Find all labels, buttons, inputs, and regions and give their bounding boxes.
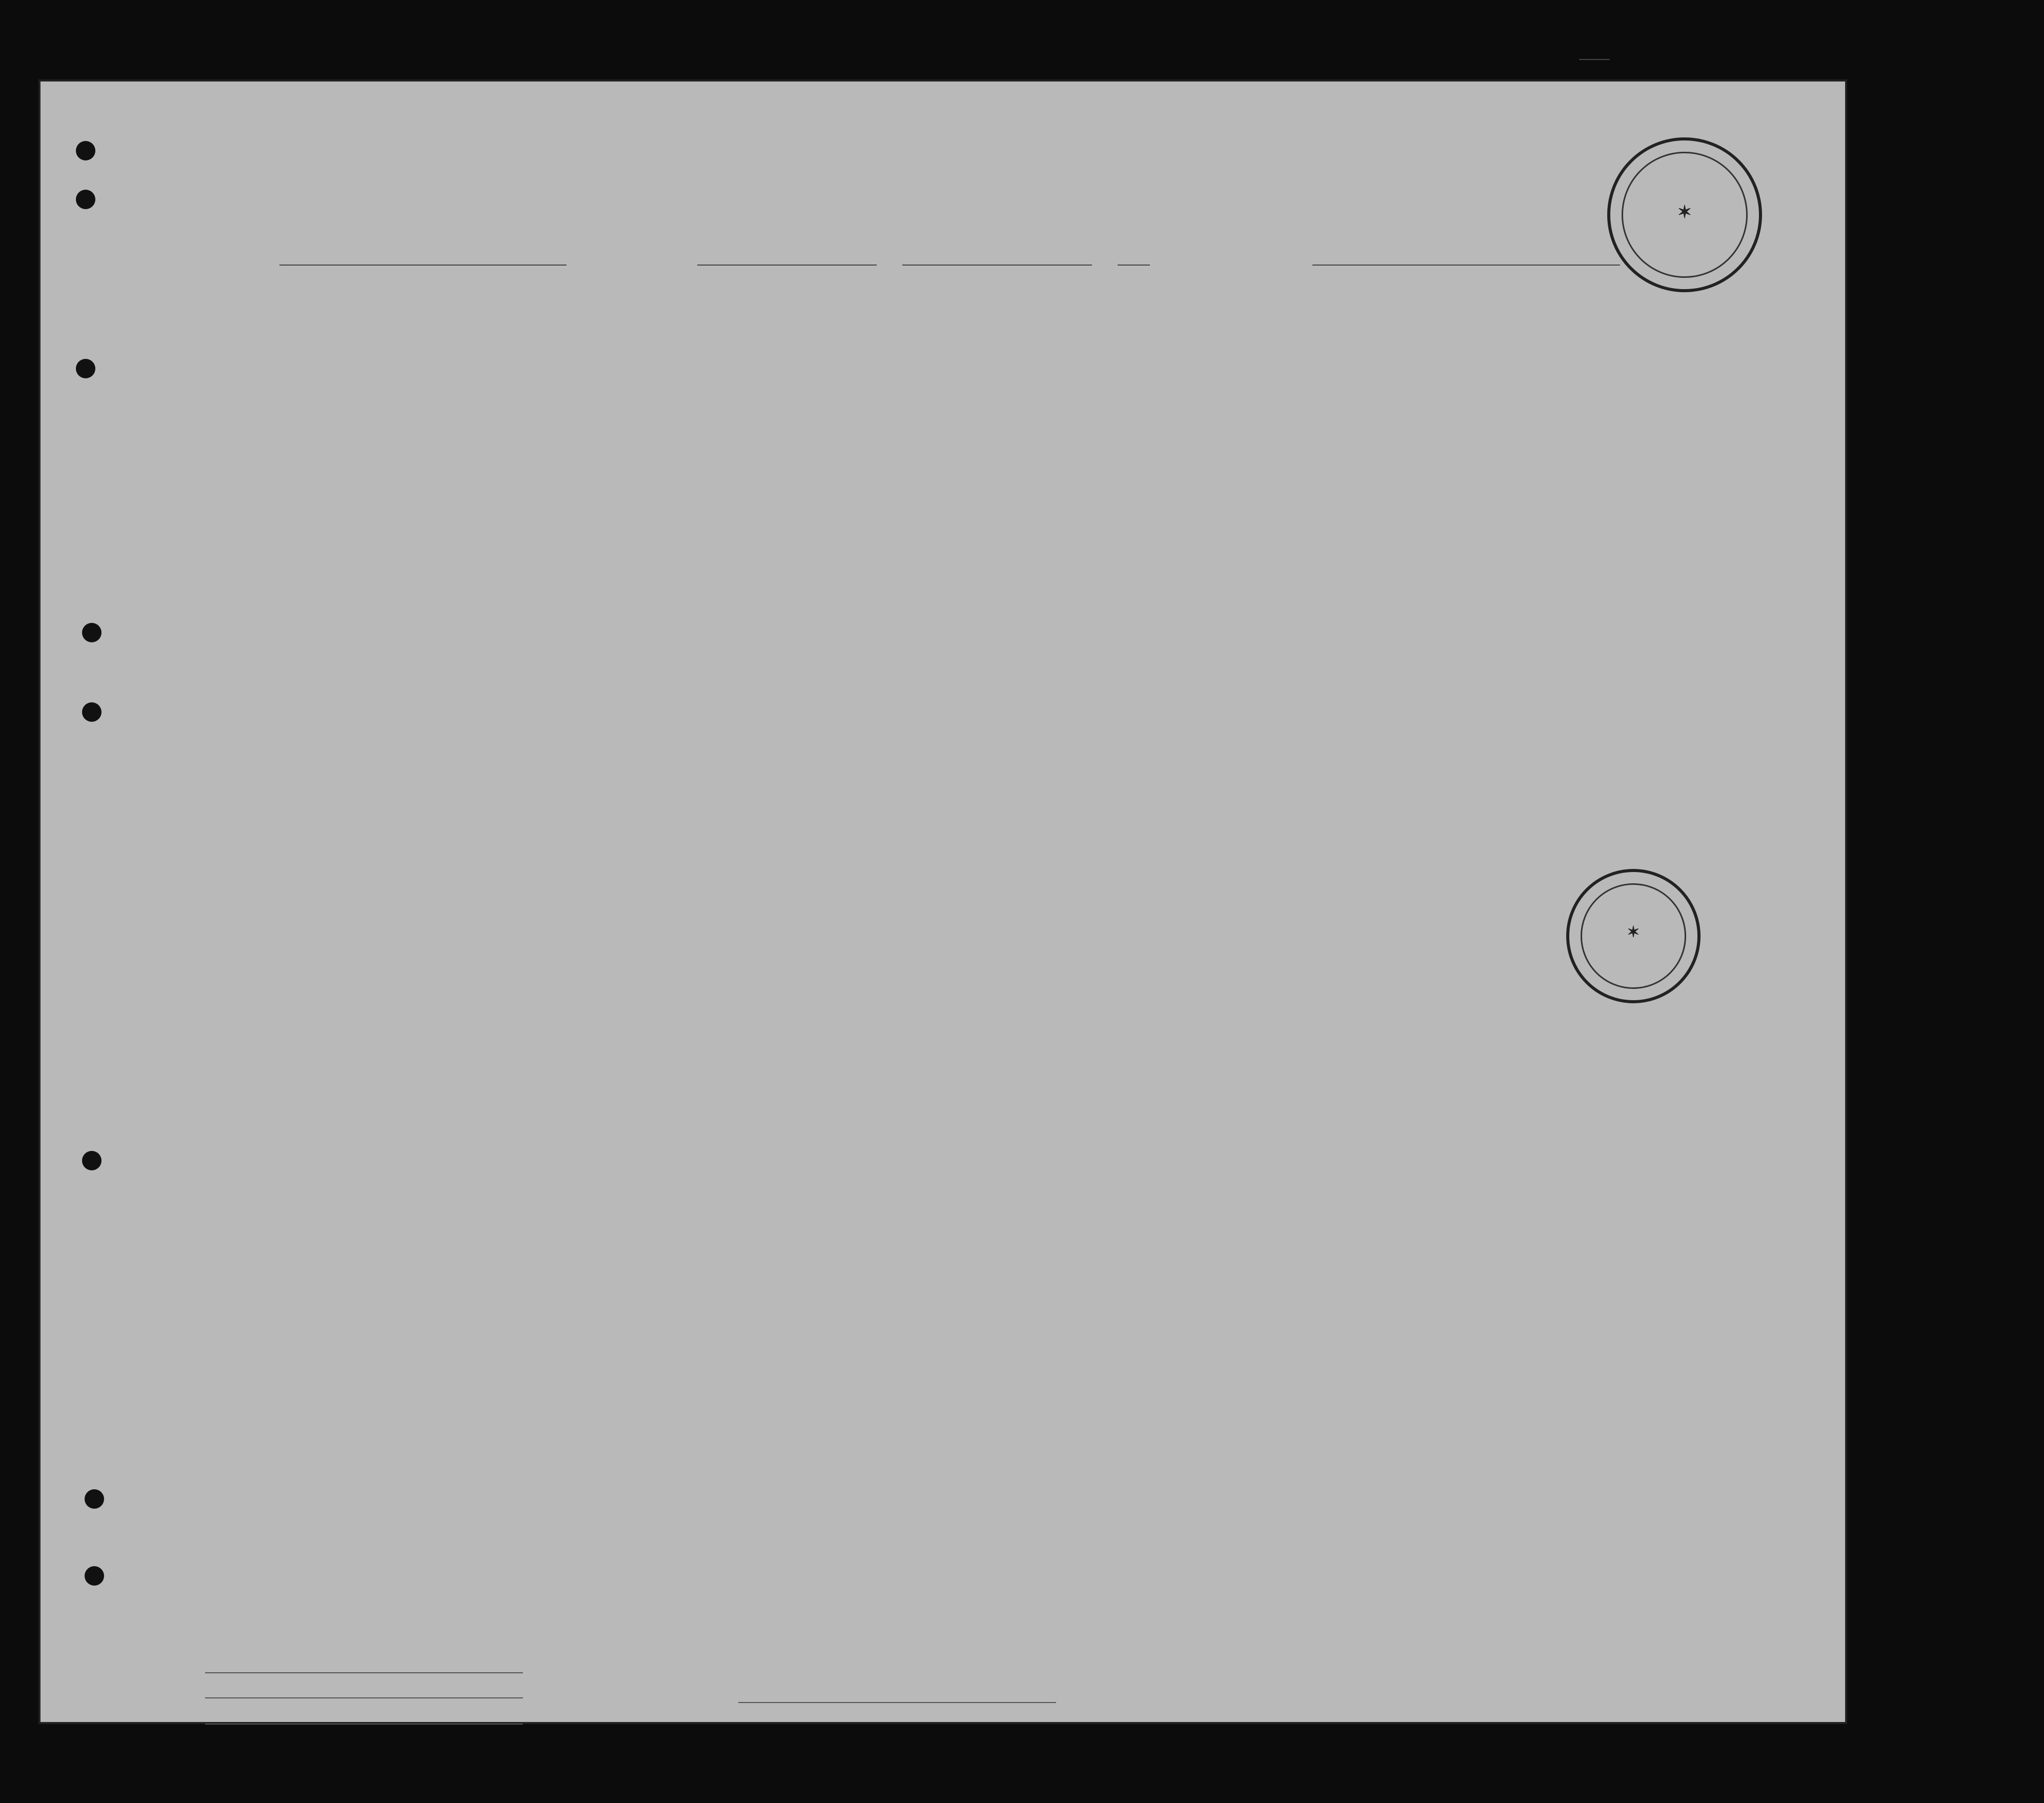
footer-line [205,1672,523,1673]
sheet-number [1579,44,1610,59]
footer-line [205,1724,523,1725]
arrival-date [902,247,1092,266]
eagle-icon: ✶ [1627,924,1640,941]
footer-line [205,1697,523,1698]
punch-hole [82,623,102,642]
punch-hole [76,141,95,160]
eagle-icon: ✶ [1677,202,1692,222]
punch-hole [85,1566,104,1586]
punch-hole [76,190,95,209]
inspector-line [738,1702,1056,1703]
punch-hole [85,1489,104,1509]
departure-ports [1312,247,1620,266]
consulate-stamp-2 [1566,869,1701,1003]
arrival-port [697,247,877,266]
vessel-name [279,247,566,266]
sheet-value [1579,44,1610,60]
punch-hole [82,702,102,722]
punch-hole [76,359,95,378]
consulate-stamp [1607,137,1762,292]
punch-hole [82,1151,102,1170]
year-value [1118,247,1150,266]
